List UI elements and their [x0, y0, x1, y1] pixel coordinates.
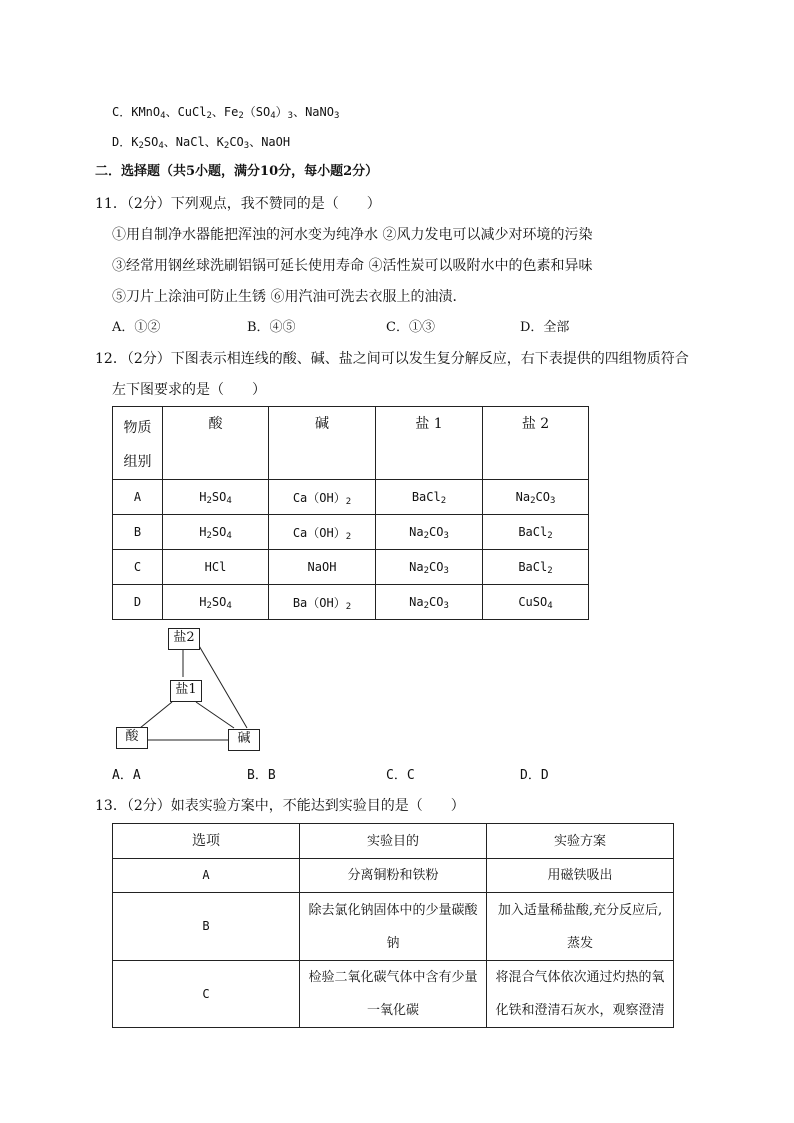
header-acid: 酸: [163, 407, 269, 480]
subscript: 2: [206, 111, 212, 121]
connector-salt1-acid: [140, 702, 172, 728]
header-salt1: 盐 1: [376, 407, 483, 480]
group-cell: C: [113, 550, 163, 585]
salt1-cell: $Na_2CO_3$: [376, 585, 483, 620]
subscript: 2: [238, 111, 244, 121]
option-d-line: [112, 132, 290, 152]
option-cell: A: [113, 859, 300, 893]
base-cell: $Ba(OH)_2$: [269, 585, 376, 620]
q11-statement-1: ①用自制净水器能把浑浊的河水变为纯净水 ②风力发电可以减少对环境的污染: [112, 227, 593, 243]
salt2-cell: $Na_2CO_3$: [483, 480, 589, 515]
plan-cell: 加入适量稀盐酸,充分反应后, 蒸发: [487, 893, 674, 961]
formula-part: SO: [143, 135, 159, 149]
table-row: [113, 893, 674, 961]
header-group-cell: [113, 407, 163, 480]
q11-stem: 11．（2分）下列观点，我不赞同的是（ ）: [95, 196, 381, 212]
base-cell: $Ca(OH)_2$: [269, 480, 376, 515]
formula-part: ）: [275, 105, 288, 119]
q12-option-c: C．C: [386, 768, 415, 783]
connector-salt1-base: [196, 702, 234, 728]
salt2-cell: CuSO$_4$: [483, 585, 589, 620]
header-option: 选项: [113, 824, 300, 859]
table-row: [113, 961, 674, 1028]
connector-salt2-base: [198, 644, 247, 728]
formula-part: 、Fe: [211, 105, 239, 119]
option-label: C．: [112, 105, 132, 119]
subscript: 2: [138, 141, 144, 151]
header-text: 物质: [123, 420, 152, 436]
formula-part: 、NaNO: [293, 105, 334, 119]
acid-cell: $H_2SO_4$: [163, 515, 269, 550]
group-cell: D: [113, 585, 163, 620]
q11-statement-3: ⑤刀片上涂油可防止生锈 ⑥用汽油可洗去衣服上的油渍．: [112, 289, 467, 305]
table-row: [113, 585, 589, 620]
formula-part: 、NaOH: [249, 135, 291, 149]
subscript: 3: [333, 111, 340, 121]
table-row: [113, 480, 589, 515]
goal-cell: 除去氯化钠固体中的少量碳酸 钠: [300, 893, 487, 961]
option-label: D．: [112, 135, 132, 149]
q11-option-c: C．①③: [386, 320, 435, 335]
option-cell: C: [113, 961, 300, 1028]
goal-cell: 检验二氧化碳气体中含有少量 一氧化碳: [300, 961, 487, 1028]
goal-cell: 分离铜粉和铁粉: [300, 859, 487, 893]
subscript: 4: [160, 111, 166, 121]
subscript: 2: [223, 141, 230, 151]
table-row: [113, 550, 589, 585]
q12-option-d: D．D: [520, 768, 549, 783]
q13-stem: 13．（2分）如表实验方案中，不能达到实验目的是（ ）: [95, 798, 465, 814]
table-header-row: [113, 824, 674, 859]
salt1-cell: BaCl$_2$: [376, 480, 483, 515]
table-row: [113, 515, 589, 550]
header-text: 组别: [123, 454, 152, 470]
salt1-cell: $Na_2CO_3$: [376, 515, 483, 550]
formula-part: （SO: [243, 105, 271, 119]
formula-part: 、NaCl、K: [163, 135, 224, 149]
q11-option-b: B．④⑤: [247, 320, 296, 335]
plan-cell: 用磁铁吸出: [487, 859, 674, 893]
table-row: [113, 859, 674, 893]
subscript: 3: [243, 141, 250, 151]
salt2-cell: BaCl$_2$: [483, 515, 589, 550]
q11-statement-2: ③经常用钢丝球洗刷铝锅可延长使用寿命 ④活性炭可以吸附水中的色素和异味: [112, 258, 593, 274]
q12-option-a: A．A: [112, 768, 141, 783]
formula-part: 、CuCl: [165, 105, 207, 119]
base-cell: NaOH: [269, 550, 376, 585]
plan-cell: 将混合气体依次通过灼热的氧 化铁和澄清石灰水，观察澄清: [487, 961, 674, 1028]
salt1-cell: $Na_2CO_3$: [376, 550, 483, 585]
node-salt2: 盐2: [168, 628, 200, 650]
q12-stem-cont: 左下图要求的是（ ）: [112, 382, 266, 398]
table-header-row: [113, 407, 589, 480]
formula-part: K: [131, 135, 139, 149]
reaction-diagram: [110, 622, 270, 752]
acid-cell: HCl: [163, 550, 269, 585]
group-cell: A: [113, 480, 163, 515]
acid-cell: $H_2SO_4$: [163, 585, 269, 620]
header-goal: 实验目的: [300, 824, 487, 859]
salt2-cell: BaCl$_2$: [483, 550, 589, 585]
acid-cell: $H_2SO_4$: [163, 480, 269, 515]
header-plan: 实验方案: [487, 824, 674, 859]
group-cell: B: [113, 515, 163, 550]
q12-stem: 12．（2分）下图表示相连线的酸、碱、盐之间可以发生复分解反应，右下表提供的四组物质符合: [95, 351, 689, 367]
node-acid: 酸: [116, 727, 148, 749]
formula-part: CO: [229, 135, 244, 149]
section-heading: 二．选择题（共5小题，满分10分，每小题2分）: [95, 164, 379, 179]
subscript: 4: [270, 111, 276, 121]
q11-option-a: A．①②: [112, 320, 161, 335]
q12-table: [112, 406, 589, 620]
q11-option-d: D．全部: [520, 320, 570, 335]
node-base: 碱: [228, 729, 260, 751]
q13-table: [112, 823, 674, 1028]
subscript: 3: [287, 111, 294, 121]
header-base: 碱: [269, 407, 376, 480]
option-cell: B: [113, 893, 300, 961]
option-c-line: [112, 102, 339, 122]
formula-part: KMnO: [131, 105, 161, 119]
node-salt1: 盐1: [170, 680, 202, 702]
subscript: 4: [158, 141, 164, 151]
q12-option-b: B．B: [247, 768, 276, 783]
base-cell: $Ca(OH)_2$: [269, 515, 376, 550]
header-salt2: 盐 2: [483, 407, 589, 480]
